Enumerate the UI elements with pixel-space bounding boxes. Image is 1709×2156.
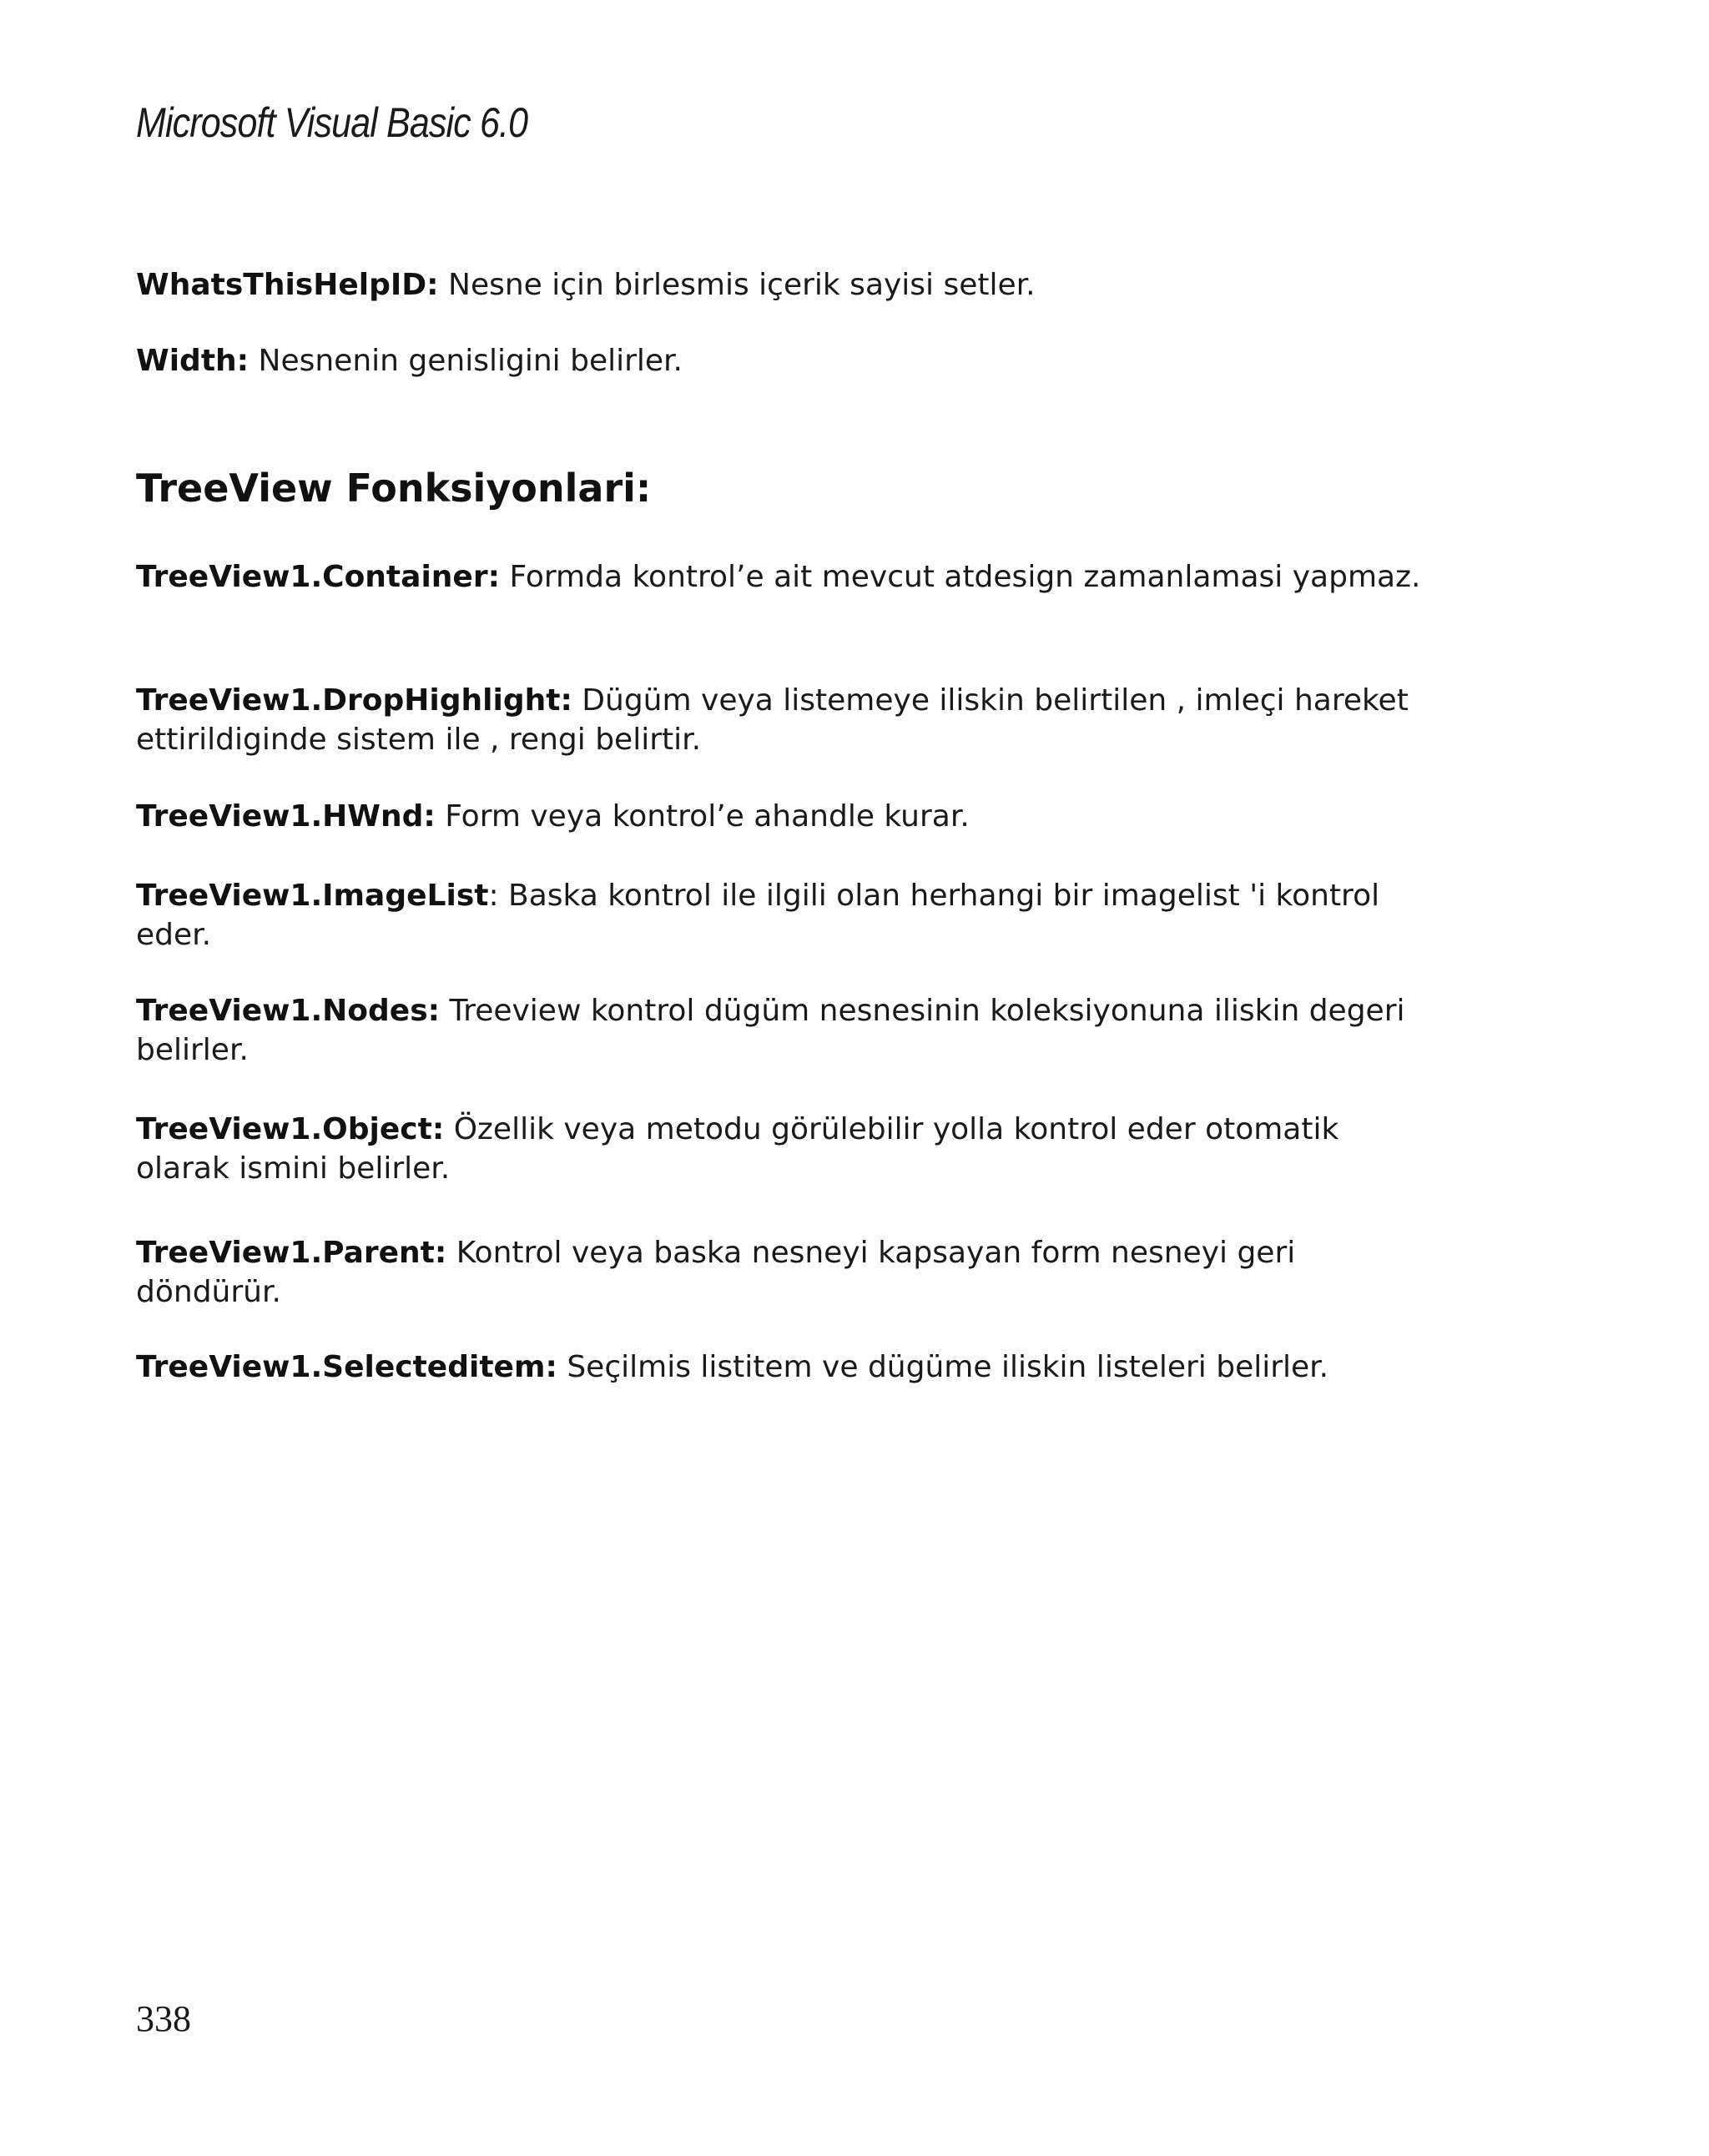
function-term: TreeView1.Nodes: bbox=[136, 994, 441, 1028]
function-description: Seçilmis listitem ve dügüme iliskin listeleri belirler. bbox=[567, 1350, 1329, 1384]
function-entry-drophighlight bbox=[136, 681, 1421, 759]
property-entry-whatsthishelpid bbox=[136, 265, 1421, 305]
property-term: WhatsThisHelpID: bbox=[136, 268, 439, 302]
function-description: Özellik veya metodu görülebilir yolla kontrol eder otomatik olarak ismini belirler. bbox=[136, 1112, 1339, 1186]
function-entry-container bbox=[136, 557, 1421, 597]
running-header-title: Microsoft Visual Basic 6.0 bbox=[136, 99, 528, 146]
function-description: Dügüm veya listemeye iliskin belirtilen , imleçi hareket ettirildiginde sistem ile , rengi belirtir. bbox=[136, 683, 1409, 757]
function-entry-imagelist bbox=[136, 876, 1421, 955]
function-entry-object bbox=[136, 1110, 1421, 1188]
function-description: Kontrol veya baska nesneyi kapsayan form nesneyi geri döndürür. bbox=[136, 1236, 1296, 1309]
function-term: TreeView1.Selecteditem: bbox=[136, 1350, 557, 1384]
property-description: Nesnenin genisligini belirler. bbox=[258, 344, 683, 378]
function-term: TreeView1.DropHighlight: bbox=[136, 683, 572, 718]
property-entry-width bbox=[136, 341, 1421, 380]
function-term: TreeView1.Container: bbox=[136, 560, 500, 594]
function-entry-selecteditem bbox=[136, 1348, 1421, 1387]
section-heading: TreeView Fonksiyonlari: bbox=[136, 466, 652, 511]
property-description: Nesne için birlesmis içerik sayisi setler. bbox=[448, 268, 1036, 302]
function-term: TreeView1.HWnd: bbox=[136, 799, 436, 834]
function-term: TreeView1.Object: bbox=[136, 1112, 445, 1146]
function-description: Formda kontrol’e ait mevcut atdesign zamanlamasi yapmaz. bbox=[509, 560, 1421, 594]
function-description: : Baska kontrol ile ilgili olan herhangi bir imagelist 'i kontrol eder. bbox=[136, 879, 1380, 952]
function-entry-hwnd bbox=[136, 797, 1421, 836]
function-entry-parent bbox=[136, 1233, 1421, 1312]
function-term: TreeView1.Parent: bbox=[136, 1236, 447, 1270]
function-description: Form veya kontrol’e ahandle kurar. bbox=[445, 799, 970, 834]
property-term: Width: bbox=[136, 344, 250, 378]
function-term: TreeView1.ImageList bbox=[136, 879, 489, 913]
page-number: 338 bbox=[136, 1998, 191, 2039]
function-description: Treeview kontrol dügüm nesnesinin koleksiyonuna iliskin degeri belirler. bbox=[136, 994, 1405, 1067]
function-entry-nodes bbox=[136, 991, 1421, 1070]
